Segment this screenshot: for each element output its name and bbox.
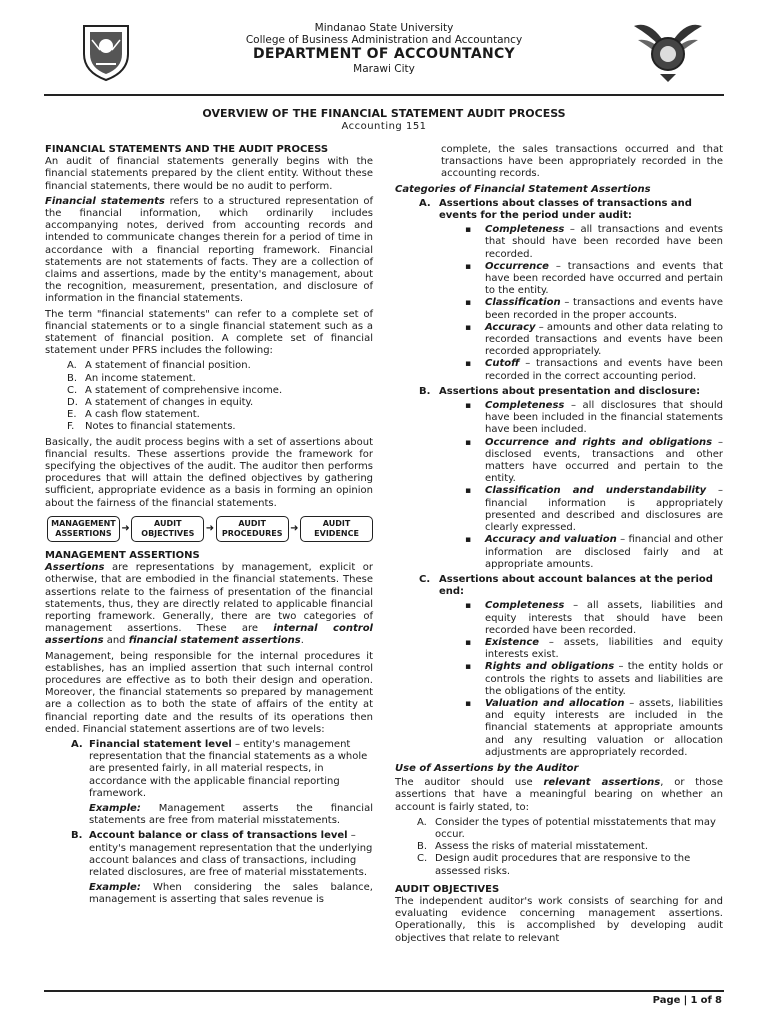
- assertion-term: Accuracy: [485, 321, 536, 333]
- list-marker: E.: [67, 409, 77, 421]
- list-item: [485, 637, 723, 661]
- category-c-list: [395, 600, 723, 759]
- list-item: [485, 400, 723, 437]
- assertion-term: Completeness: [485, 600, 565, 612]
- flow-arrow-icon: ➜: [290, 522, 299, 534]
- list-item: [67, 397, 373, 409]
- list-item-text: Assess the risks of material misstatement.: [435, 841, 649, 853]
- list-item: [67, 372, 373, 385]
- flow-box-management-assertions: MANAGEMENT ASSERTIONS: [47, 516, 120, 542]
- paragraph-use-of-assertions: [395, 777, 723, 814]
- assertion-text: – assets, liabilities and equity interests exist.: [485, 636, 723, 661]
- flow-box-audit-procedures: AUDIT PROCEDURES: [216, 516, 289, 542]
- term-relevant-assertions: relevant assertions: [543, 777, 661, 789]
- college-name: College of Business Administration and Accountancy: [245, 34, 523, 46]
- paragraph-text: refers to a structured representation of the financial information, which ordinarily includes accompanying notes, derived from accounting records and intended to communicate changes therein for a period of time in accordance with a financial reporting framework. Financial statements are not statements of facts. They are a collection of claims and assertions, made by the entity's management, about the recognition, measurement, presentation, and disclosure of information in the financial statements.: [45, 195, 374, 305]
- list-marker: B.: [71, 830, 83, 842]
- right-column: [395, 144, 723, 948]
- category-c-heading: [395, 574, 723, 598]
- assertion-text: – transactions and events that have been recorded have occurred and pertain to the entity.: [485, 260, 723, 297]
- assertion-text: – transactions and events have been recorded in the correct accounting period.: [485, 358, 723, 382]
- flow-arrow-icon: ➜: [205, 522, 215, 534]
- category-title: Assertions about presentation and disclosure:: [439, 385, 701, 397]
- term-financial-statements: Financial statements: [45, 195, 165, 207]
- university-name: Mindanao State University: [314, 22, 454, 34]
- list-marker: B.: [419, 385, 431, 397]
- list-item: [485, 224, 723, 261]
- term-internal-control-assertions: internal control assertions: [45, 623, 373, 647]
- list-item-text: Design audit procedures that are responsive to the assessed risks.: [435, 853, 691, 877]
- assertion-text: – disclosed events, transactions and other matters have occurred and pertain to the entity.: [485, 436, 723, 485]
- section-heading-audit-objectives: AUDIT OBJECTIVES: [395, 883, 500, 895]
- category-title: Assertions about classes of transactions and events for the period under audit:: [439, 197, 692, 222]
- example-text: Management asserts the financial statements are free from material misstatements.: [89, 802, 373, 827]
- list-item: [417, 853, 723, 877]
- flow-box-audit-evidence: AUDIT EVIDENCE: [300, 516, 373, 542]
- footer-divider: [44, 990, 724, 992]
- term-account-level: Account balance or class of transactions level: [89, 830, 348, 842]
- list-item: [485, 322, 723, 359]
- letterhead: [0, 22, 768, 75]
- document-title: OVERVIEW OF THE FINANCIAL STATEMENT AUDIT PROCESS: [202, 107, 566, 120]
- paragraph-text: The auditor should use: [395, 777, 544, 789]
- list-item-text: Consider the types of potential misstatements that may occur.: [435, 816, 716, 840]
- list-marker: C.: [419, 573, 431, 585]
- assertion-term: Accuracy and valuation: [485, 534, 617, 546]
- page-separator: |: [683, 995, 688, 1006]
- assertion-term: Existence: [485, 636, 540, 648]
- level-b-item: [45, 830, 373, 879]
- flow-box-audit-objectives: AUDIT OBJECTIVES: [131, 516, 204, 542]
- list-marker: C.: [67, 384, 78, 396]
- assertion-text: – assets, liabilities and equity interests are included in the financial statements at appropriate amounts and any resulting valuation or allocation adjustments are appropriately recorded.: [485, 697, 723, 758]
- term-fs-level: Financial statement level: [89, 738, 232, 750]
- list-item: [485, 261, 723, 298]
- category-title: Assertions about account balances at the period end:: [439, 573, 713, 598]
- paragraph-text: are representations by management, explicit or otherwise, that are embodied in the financial statements. These assertions relate to the fairness of presentation of the financial statements, thus, they are directly related to applicable financial reporting framework. Generally, there are two categories of management assertions. These are: [45, 562, 373, 635]
- city-name: Marawi City: [353, 63, 415, 75]
- level-a-item: [45, 739, 373, 800]
- assertion-term: Occurrence and rights and obligations: [485, 436, 713, 448]
- page-of: of: [700, 995, 712, 1006]
- assertion-term: Rights and obligations: [485, 661, 615, 673]
- example-a: [45, 803, 373, 827]
- list-marker: A.: [417, 816, 427, 828]
- assertion-term: Valuation and allocation: [485, 697, 625, 709]
- list-marker: A.: [71, 738, 83, 750]
- list-item: [485, 698, 723, 759]
- list-marker: A.: [419, 197, 431, 209]
- list-item-text: A statement of changes in equity.: [85, 397, 254, 409]
- continued-example: complete, the sales transactions occurred and that transactions have been appropriately recorded in the accounting records.: [441, 144, 723, 180]
- list-item: [485, 485, 723, 534]
- list-item-text: An income statement.: [85, 372, 196, 384]
- paragraph-assertions-definition: [45, 562, 373, 647]
- list-marker: B.: [67, 372, 78, 384]
- term-fs-assertions: financial statement assertions: [128, 635, 301, 647]
- assertion-term: Completeness: [485, 400, 565, 412]
- department-name: DEPARTMENT OF ACCOUNTANCY: [253, 46, 515, 62]
- list-item: [67, 360, 373, 372]
- page-footer: [653, 995, 722, 1007]
- category-a-heading: [395, 198, 723, 222]
- paragraph-text: – entity's management representation that the financial statements as a whole are presented fairly, in all material respects, in accordance with the applicable financial reporting framework.: [89, 738, 368, 799]
- list-item-text: A cash flow statement.: [85, 409, 200, 421]
- document-subtitle: Accounting 151: [341, 121, 427, 132]
- list-item: [417, 816, 723, 841]
- paragraph-fs-definition: [45, 196, 373, 306]
- assertion-term: Classification: [485, 297, 561, 309]
- list-item: [485, 437, 723, 486]
- section-heading-use-of-assertions: Use of Assertions by the Auditor: [395, 762, 579, 774]
- paragraph-audit-process: Basically, the audit process begins with a set of assertions about financial results. These assertions provide the framework for specifying the objectives of the audit. The auditor then performs procedures that will attain the defined objectives by gathering sufficient, appropriate evidence as a basis in forming an opinion about the fairness of the financial statements.: [45, 436, 373, 509]
- flow-arrow-icon: ➜: [121, 522, 130, 534]
- example-label: Example:: [89, 802, 141, 814]
- list-marker: D.: [67, 397, 78, 409]
- assertion-term: Classification and understandability: [485, 485, 707, 497]
- list-marker: A.: [67, 360, 77, 372]
- list-marker: C.: [417, 853, 428, 865]
- section-heading-fs-audit: FINANCIAL STATEMENTS AND THE AUDIT PROCESS: [45, 144, 329, 155]
- page-number: 1: [690, 995, 698, 1006]
- assertion-text: – all transactions and events that should have been recorded have been recorded.: [485, 224, 723, 260]
- fs-components-list: [45, 360, 373, 433]
- assertion-term: Completeness: [485, 224, 565, 236]
- paragraph-text: and: [103, 635, 129, 647]
- assertion-term: Cutoff: [485, 358, 520, 370]
- paragraph-fs-term: The term "financial statements" can refer to a complete set of financial statements or to a single financial statement such as a statement of financial position. A complete set of financial statement under PFRS includes the following:: [45, 308, 373, 357]
- left-column: [45, 144, 373, 910]
- assertion-text: – financial information is appropriately presented and described and disclosures are clearly expressed.: [485, 485, 723, 534]
- paragraph-audit-objectives: The independent auditor's work consists of searching for and evaluating evidence concerning management assertions. Operationally, this is accomplished by developing audit objectives that relate to relevant: [395, 895, 723, 944]
- list-item: [67, 409, 373, 421]
- example-b: [45, 882, 373, 906]
- assertion-text: – financial and other information are disclosed fairly and at appropriate amounts.: [485, 534, 723, 570]
- assertion-text: – transactions and events have been recorded in the proper accounts.: [485, 297, 723, 321]
- list-item-text: Notes to financial statements.: [85, 421, 236, 433]
- page-label: Page: [652, 995, 681, 1006]
- list-item-text: A statement of comprehensive income.: [85, 384, 283, 396]
- assertion-text: – all assets, liabilities and equity interests that should have been recorded have been recorded.: [485, 600, 723, 636]
- list-item: [67, 421, 373, 433]
- header-divider: [44, 94, 724, 96]
- category-b-heading: [395, 386, 723, 398]
- paragraph-text: , or those assertions that have a meaningful bearing on whether an account is fairly stated, to:: [395, 777, 723, 813]
- list-item: [67, 384, 373, 397]
- list-item-text: A statement of financial position.: [85, 360, 251, 372]
- list-item: [485, 600, 723, 637]
- audit-process-flowchart: [47, 516, 373, 542]
- list-marker: F.: [67, 421, 75, 433]
- section-heading-management-assertions: MANAGEMENT ASSERTIONS: [45, 549, 200, 561]
- use-of-assertions-list: [395, 817, 723, 878]
- category-b-list: [395, 400, 723, 571]
- example-text: When considering the sales balance, management is asserting that sales revenue is: [89, 882, 373, 906]
- list-item: [485, 358, 723, 382]
- term-assertions: Assertions: [45, 562, 105, 574]
- list-item: [485, 297, 723, 321]
- assertion-term: Occurrence: [485, 260, 549, 272]
- category-a-list: [395, 224, 723, 383]
- paragraph-intro: An audit of financial statements generally begins with the financial statements prepared by the client entity. Without these financial statements, there would be no audit to perform.: [45, 156, 373, 192]
- page-total: 8: [715, 995, 722, 1006]
- list-item: [417, 841, 723, 853]
- assertion-text: – all disclosures that should have been included in the financial statements have been included.: [485, 400, 723, 436]
- assertion-text: – the entity holds or controls the rights to assets and liabilities are the obligations of the entity.: [485, 661, 723, 697]
- assertion-text: – amounts and other data relating to recorded transactions and events have been recorded appropriately.: [485, 321, 723, 358]
- section-heading-categories: Categories of Financial Statement Assertions: [395, 183, 651, 195]
- paragraph-text: – entity's management representation that the underlying account balances and class of transactions, including related disclosures, are free of material misstatements.: [89, 830, 373, 878]
- list-item: [485, 661, 723, 698]
- list-item: [485, 534, 723, 571]
- list-marker: B.: [417, 841, 428, 853]
- example-label: Example:: [89, 882, 141, 894]
- paragraph-text: .: [300, 635, 304, 647]
- paragraph-management-responsibility: Management, being responsible for the internal procedures it establishes, has an implied assertion that such internal control procedures are effective as to both their design and operation. Moreover, the financial statements so prepared by management are a collection as to both the state of affairs of the entity at financial reporting date and the results of its operations then ended. Financial statement assertions are of two levels:: [45, 650, 373, 735]
